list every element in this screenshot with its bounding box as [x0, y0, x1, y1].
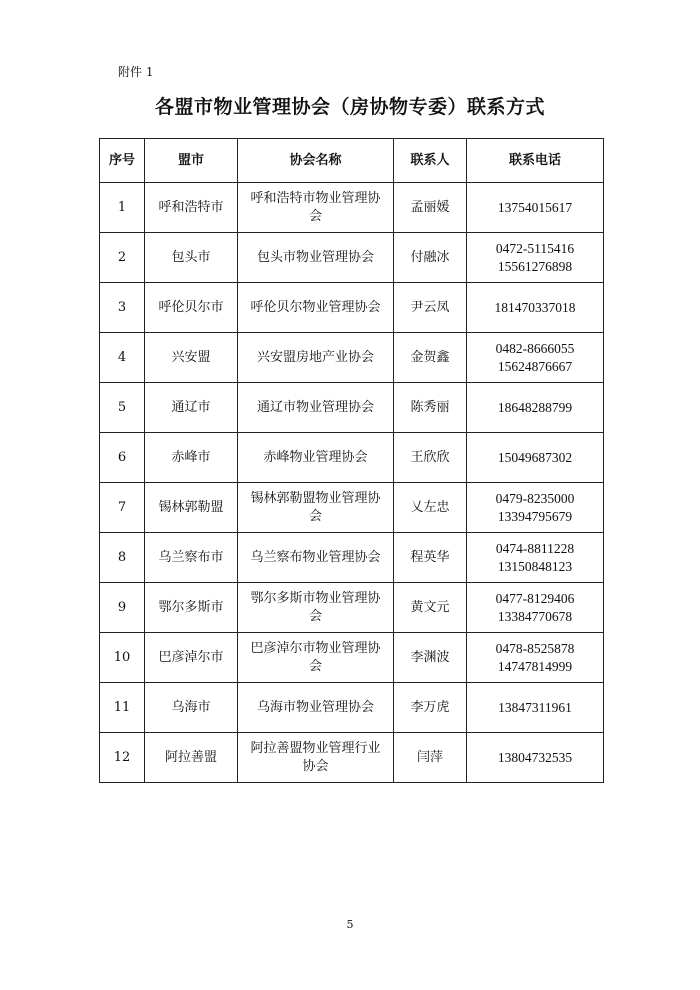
cell-no: 6 — [100, 433, 145, 483]
cell-city: 兴安盟 — [145, 333, 238, 383]
cell-phone: 13804732535 — [467, 733, 604, 783]
cell-phone — [467, 483, 604, 533]
phone-line: 0472-5115416 — [495, 240, 575, 256]
cell-city: 巴彦淖尔市 — [145, 633, 238, 683]
table-row — [100, 533, 604, 583]
header-association: 协会名称 — [238, 139, 394, 183]
table-row — [100, 633, 604, 683]
cell-contact: 尹云凤 — [394, 283, 467, 333]
table-header-row — [100, 139, 604, 183]
cell-association: 巴彦淖尔市物业管理协会 — [238, 633, 394, 683]
cell-city: 呼和浩特市 — [145, 183, 238, 233]
table-row — [100, 233, 604, 283]
cell-contact: 闫萍 — [394, 733, 467, 783]
cell-city: 乌兰察布市 — [145, 533, 238, 583]
cell-no: 3 — [100, 283, 145, 333]
cell-no: 5 — [100, 383, 145, 433]
cell-association: 乌兰察布物业管理协会 — [238, 533, 394, 583]
header-no: 序号 — [100, 139, 145, 183]
cell-association: 乌海市物业管理协会 — [238, 683, 394, 733]
phone-line: 14747814999 — [497, 658, 573, 674]
cell-city: 包头市 — [145, 233, 238, 283]
cell-no: 10 — [100, 633, 145, 683]
cell-no: 12 — [100, 733, 145, 783]
header-city: 盟市 — [145, 139, 238, 183]
cell-phone — [467, 633, 604, 683]
cell-phone — [467, 233, 604, 283]
cell-association: 锡林郭勒盟物业管理协会 — [238, 483, 394, 533]
table-row — [100, 183, 604, 233]
attachment-label: 附件 1 — [118, 65, 154, 79]
header-phone: 联系电话 — [467, 139, 604, 183]
table-row — [100, 383, 604, 433]
cell-no: 9 — [100, 583, 145, 633]
cell-contact: 王欣欣 — [394, 433, 467, 483]
table-row — [100, 433, 604, 483]
cell-city: 呼伦贝尔市 — [145, 283, 238, 333]
cell-city: 赤峰市 — [145, 433, 238, 483]
table-row — [100, 483, 604, 533]
cell-contact: 程英华 — [394, 533, 467, 583]
page-number: 5 — [346, 918, 354, 931]
cell-contact: 李万虎 — [394, 683, 467, 733]
table-body — [100, 183, 604, 783]
cell-association: 通辽市物业管理协会 — [238, 383, 394, 433]
cell-association: 赤峰物业管理协会 — [238, 433, 394, 483]
phone-line: 0482-8666055 — [495, 340, 575, 356]
phone-line: 13394795679 — [497, 508, 573, 524]
cell-contact: 孟丽媛 — [394, 183, 467, 233]
phone-line: 0479-8235000 — [495, 490, 575, 506]
cell-association: 呼伦贝尔物业管理协会 — [238, 283, 394, 333]
cell-contact: 黄文元 — [394, 583, 467, 633]
table-row — [100, 683, 604, 733]
table-row — [100, 583, 604, 633]
table-row — [100, 733, 604, 783]
cell-city: 通辽市 — [145, 383, 238, 433]
cell-phone: 15049687302 — [467, 433, 604, 483]
phone-line: 0474-8811228 — [495, 540, 575, 556]
contacts-table — [99, 138, 604, 783]
cell-no: 4 — [100, 333, 145, 383]
cell-phone: 13754015617 — [467, 183, 604, 233]
cell-phone: 181470337018 — [467, 283, 604, 333]
cell-phone — [467, 333, 604, 383]
cell-association: 鄂尔多斯市物业管理协会 — [238, 583, 394, 633]
phone-line: 0477-8129406 — [495, 590, 575, 606]
phone-line: 15561276898 — [497, 258, 573, 274]
cell-city: 锡林郭勒盟 — [145, 483, 238, 533]
cell-no: 1 — [100, 183, 145, 233]
cell-phone: 13847311961 — [467, 683, 604, 733]
cell-no: 7 — [100, 483, 145, 533]
table-row — [100, 333, 604, 383]
cell-contact: 乂左忠 — [394, 483, 467, 533]
cell-no: 2 — [100, 233, 145, 283]
cell-no: 11 — [100, 683, 145, 733]
cell-contact: 陈秀丽 — [394, 383, 467, 433]
phone-line: 13384770678 — [497, 608, 573, 624]
page-title: 各盟市物业管理协会（房协物专委）联系方式 — [154, 96, 545, 118]
cell-contact: 付融冰 — [394, 233, 467, 283]
phone-line: 15624876667 — [497, 358, 573, 374]
cell-city: 乌海市 — [145, 683, 238, 733]
phone-line: 13150848123 — [497, 558, 573, 574]
cell-association: 包头市物业管理协会 — [238, 233, 394, 283]
cell-contact: 李渊波 — [394, 633, 467, 683]
cell-city: 鄂尔多斯市 — [145, 583, 238, 633]
cell-phone — [467, 533, 604, 583]
header-contact: 联系人 — [394, 139, 467, 183]
cell-no: 8 — [100, 533, 145, 583]
table-row — [100, 283, 604, 333]
cell-phone — [467, 583, 604, 633]
phone-line: 0478-8525878 — [495, 640, 575, 656]
cell-association: 呼和浩特市物业管理协会 — [238, 183, 394, 233]
cell-association: 兴安盟房地产业协会 — [238, 333, 394, 383]
cell-phone: 18648288799 — [467, 383, 604, 433]
cell-association: 阿拉善盟物业管理行业协会 — [238, 733, 394, 783]
cell-city: 阿拉善盟 — [145, 733, 238, 783]
cell-contact: 金贺鑫 — [394, 333, 467, 383]
